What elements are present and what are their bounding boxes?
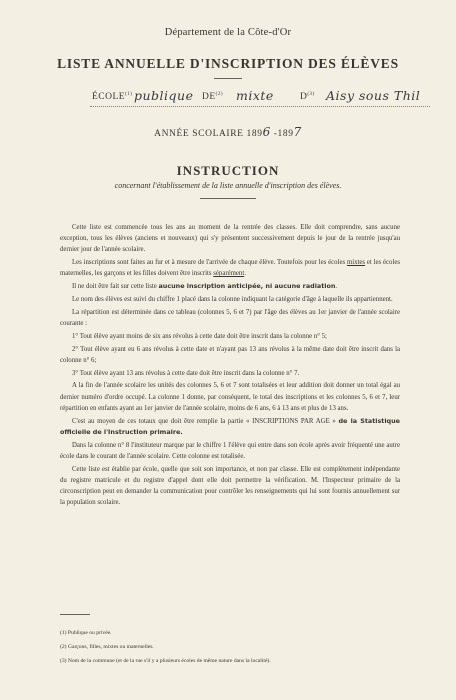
paragraph: Dans la colonne n° 8 l'instituteur marque par le chiffre 1 l'élève qui entre dans son école après avoir fréquenté une autre école dans le courant de l'année scolaire. Cette colonne est totalisée. (60, 441, 400, 460)
instruction-subtitle: concernant l'établissement de la liste annuelle d'inscription des élèves. (114, 181, 342, 190)
paragraph: Les inscriptions sont faites au fur et à mesure de l'arrivée de chaque élève. Toutefois pour les écoles mixtes et les écoles maternelles, les garçons et les filles doivent être inscrits séparément. (60, 259, 400, 278)
school-de-label: DE$^{(2)}$ (202, 92, 224, 103)
list-item: 3° Tout élève ayant 13 ans révolus à cette date doit être inscrit dans la colonne n° 7. (72, 369, 300, 377)
school-year (0, 125, 456, 139)
list-item: 1° Tout élève ayant moins de six ans révolus à cette date doit être inscrit dans la colonne n° 5; (72, 332, 327, 340)
document-title: LISTE ANNUELLE D'INSCRIPTION DES ÉLÈVES (57, 56, 399, 71)
list-item: 2° Tout élève ayant eu 6 ans révolus à cette date et n'ayant pas 13 ans révolus à la même date doit être inscrit dans la colonne n° 6; (60, 345, 400, 364)
year-middle: -189 (270, 129, 294, 139)
paragraph: A la fin de l'année scolaire les unités des colonnes 5, 6 et 7 sont totalisées et leur addition doit donner un total égal au dernier numéro d'ordre occupé. La colonne 1 donne, par conséquent, le total des inscriptions et les colonnes 5, 6 et 7, leur répartition en enfants ayant au 1er janvier de l'année scolaire, moins de 6 ans, 6 à 13 ans et plus de 13 ans. (60, 382, 400, 412)
year-start-digit: 6 (262, 125, 271, 139)
school-d-label: $D^{(3)}$ (300, 92, 315, 103)
paragraph: Il ne doit être fait sur cette liste aucune inscription anticipée, ni aucune radiation. (72, 282, 338, 291)
paragraph: Le nom des élèves est suivi du chiffre 1 placé dans la colonne indiquant la catégorie d'âge à laquelle ils appartiennent. (72, 296, 393, 303)
school-town-value: Aisy sous Thil (326, 88, 421, 103)
year-label: ANNÉE SCOLAIRE 189 (154, 129, 263, 139)
year-end-digit: 7 (293, 125, 302, 139)
footnote: (3) Nom de la commune (et de la rue s'il y a plusieurs écoles de même nature dans la localité). (60, 658, 271, 664)
school-type-value: publique (134, 88, 194, 103)
paragraph: Cette liste est établie par école, quelle que soit son importance, et non par classe. Elle est complètement indépendante du registre matricule et du registre d'appel dont elle doit permettre la vérification. M. l'Inspecteur primaire de la circonscription peut en demander la communication pour contrôler les renseignements qui lui sont fournis annuellement sur la population scolaire. (60, 465, 400, 507)
paragraph: C'est au moyen de ces totaux que doit être remplie la partie « INSCRIPTIONS PAR AGE » de la Statistique officielle de l'Instruction primaire. (60, 416, 400, 436)
department-header: Département de la Côte-d'Or (164, 27, 292, 38)
footnote: (2) Garçons, filles, mixtes ou maternelles. (60, 644, 154, 650)
school-mix-value: mixte (236, 88, 274, 103)
paragraph: Cette liste est commencée tous les ans au moment de la rentrée des classes. Elle doit comprendre, sans aucune exception, tous les élèves (anciens et nouveaux) qui s'y présentent successivement depuis le jour de la rentrée jusqu'au dernier jour de l'année scolaire. (60, 224, 400, 254)
paragraph: La répartition est déterminée dans ce tableau (colonnes 5, 6 et 7) par l'âge des élèves au 1er janvier de l'année scolaire courante : (60, 308, 400, 327)
school-line (90, 88, 430, 108)
footnote-divider (60, 614, 90, 615)
instruction-title: INSTRUCTION (176, 163, 280, 178)
footnote: (1) Publique ou privée. (60, 630, 112, 636)
school-underline (90, 106, 430, 107)
instruction-divider (200, 198, 256, 199)
school-label: ÉCOLE$^{(1)}$ (92, 92, 133, 103)
instruction-body (60, 222, 400, 510)
footnotes (60, 626, 400, 668)
title-divider (214, 78, 242, 79)
